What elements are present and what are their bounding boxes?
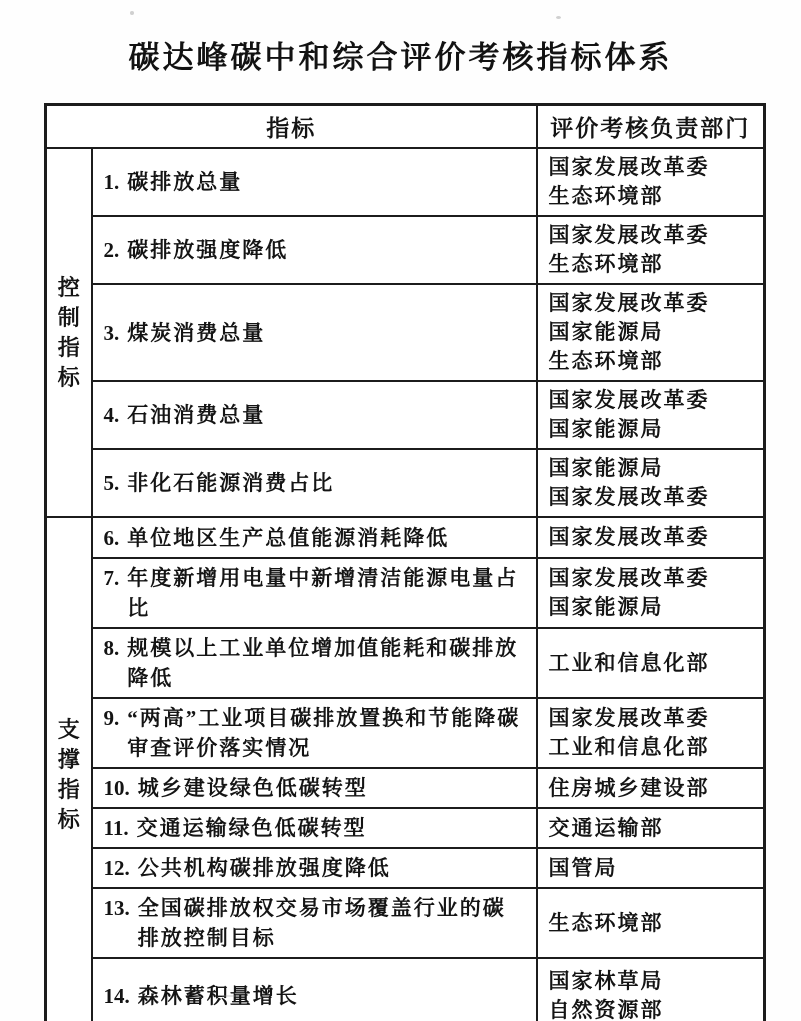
department-name: 国家发展改革委 [548, 706, 710, 730]
table-row [46, 216, 765, 284]
department-name: 国家林草局 [548, 968, 664, 993]
department-cell [537, 381, 765, 449]
department-cell [537, 558, 765, 628]
department-cell [537, 958, 765, 1021]
row-number: 1. [103, 170, 120, 194]
table-row [46, 517, 765, 558]
row-number: 3. [103, 320, 120, 345]
table-row [46, 848, 765, 888]
row-number: 14. [103, 983, 130, 1008]
indicator-text: 全国碳排放权交易市场覆盖行业的碳排放控制目标 [137, 896, 506, 950]
indicator-text: 规模以上工业单位增加值能耗和碳排放降低 [127, 636, 519, 690]
department-name: 国家能源局 [548, 320, 664, 344]
indicator-cell [92, 216, 537, 284]
indicator-text: 单位地区生产总值能源消耗降低 [127, 525, 450, 550]
department-name: 国管局 [548, 855, 618, 880]
group-label-support: 支 撑 指 标 [57, 717, 80, 833]
row-number: 10. [103, 776, 130, 800]
indicator-cell [92, 768, 537, 808]
indicator-table [44, 103, 766, 1021]
department-cell [537, 698, 765, 768]
indicator-text: 碳排放总量 [127, 170, 243, 194]
table-row [46, 888, 765, 958]
row-number: 2. [103, 238, 120, 262]
indicator-text: 公共机构碳排放强度降低 [137, 856, 391, 880]
department-name: 交通运输部 [548, 815, 664, 840]
department-name: 国家能源局 [548, 595, 664, 619]
indicator-text: 煤炭消费总量 [127, 320, 266, 345]
table-row [46, 628, 765, 698]
department-name: 国家发展改革委 [548, 155, 710, 179]
department-cell [537, 628, 765, 698]
department-cell [537, 808, 765, 848]
department-cell [537, 517, 765, 558]
department-cell [537, 284, 765, 381]
row-number: 9. [103, 706, 120, 730]
table-row [46, 698, 765, 768]
table-row [46, 148, 765, 216]
indicator-cell [92, 558, 537, 628]
row-number: 5. [103, 471, 120, 495]
row-number: 4. [103, 403, 120, 427]
row-number: 6. [103, 525, 120, 550]
indicator-cell [92, 698, 537, 768]
department-name: 国家发展改革委 [548, 485, 710, 509]
department-name: 生态环境部 [548, 349, 664, 373]
department-cell [537, 888, 765, 958]
department-name: 生态环境部 [548, 910, 664, 935]
table-header-row [46, 105, 765, 149]
row-group-control [46, 148, 92, 517]
row-number: 7. [103, 566, 120, 590]
table-row [46, 958, 765, 1021]
group-label-control: 控 制 指 标 [57, 274, 80, 390]
department-cell [537, 449, 765, 517]
scan-artifact [130, 11, 134, 15]
department-name: 国家发展改革委 [548, 223, 710, 247]
indicator-cell [92, 808, 537, 848]
scan-artifact [556, 16, 561, 19]
indicator-text: 交通运输绿色低碳转型 [136, 816, 367, 840]
indicator-cell [92, 958, 537, 1021]
indicator-cell [92, 381, 537, 449]
indicator-text: “两高”工业项目碳排放置换和节能降碳审查评价落实情况 [127, 706, 521, 760]
indicator-text: 石油消费总量 [127, 403, 266, 427]
table-row [46, 449, 765, 517]
indicator-text: 城乡建设绿色低碳转型 [137, 776, 368, 800]
department-name: 生态环境部 [548, 252, 664, 276]
department-name: 自然资源部 [548, 997, 664, 1021]
indicator-cell [92, 449, 537, 517]
table-row [46, 284, 765, 381]
indicator-cell [92, 848, 537, 888]
department-cell [537, 848, 765, 888]
department-name: 国家能源局 [548, 417, 664, 441]
indicator-cell [92, 628, 537, 698]
row-number: 8. [103, 636, 120, 660]
indicator-cell [92, 888, 537, 958]
department-name: 工业和信息化部 [548, 650, 710, 675]
row-number: 11. [103, 816, 129, 840]
department-name: 国家能源局 [548, 456, 664, 480]
scan-artifact [222, 995, 236, 997]
table-row [46, 768, 765, 808]
department-name: 国家发展改革委 [548, 291, 710, 315]
row-group-support [46, 517, 92, 1021]
header-indicator: 指标 [46, 105, 537, 149]
row-number: 13. [103, 896, 130, 920]
indicator-text: 碳排放强度降低 [127, 238, 289, 262]
department-name: 生态环境部 [548, 184, 664, 208]
department-name: 工业和信息化部 [548, 735, 710, 759]
department-name: 国家发展改革委 [548, 525, 710, 549]
table-row [46, 558, 765, 628]
page-title: 碳达峰碳中和综合评价考核指标体系 [128, 40, 673, 75]
header-department: 评价考核负责部门 [537, 105, 765, 149]
row-number: 12. [103, 856, 130, 880]
department-name: 国家发展改革委 [548, 388, 710, 412]
indicator-text: 年度新增用电量中新增清洁能源电量占比 [127, 566, 519, 620]
department-cell [537, 148, 765, 216]
department-cell [537, 216, 765, 284]
table-row [46, 808, 765, 848]
department-name: 住房城乡建设部 [548, 775, 710, 800]
table-row [46, 381, 765, 449]
department-name: 国家发展改革委 [548, 566, 710, 590]
indicator-cell [92, 148, 537, 216]
indicator-cell [92, 284, 537, 381]
indicator-text: 森林蓄积量增长 [137, 983, 299, 1008]
department-cell [537, 768, 765, 808]
indicator-text: 非化石能源消费占比 [127, 471, 335, 495]
indicator-cell [92, 517, 537, 558]
